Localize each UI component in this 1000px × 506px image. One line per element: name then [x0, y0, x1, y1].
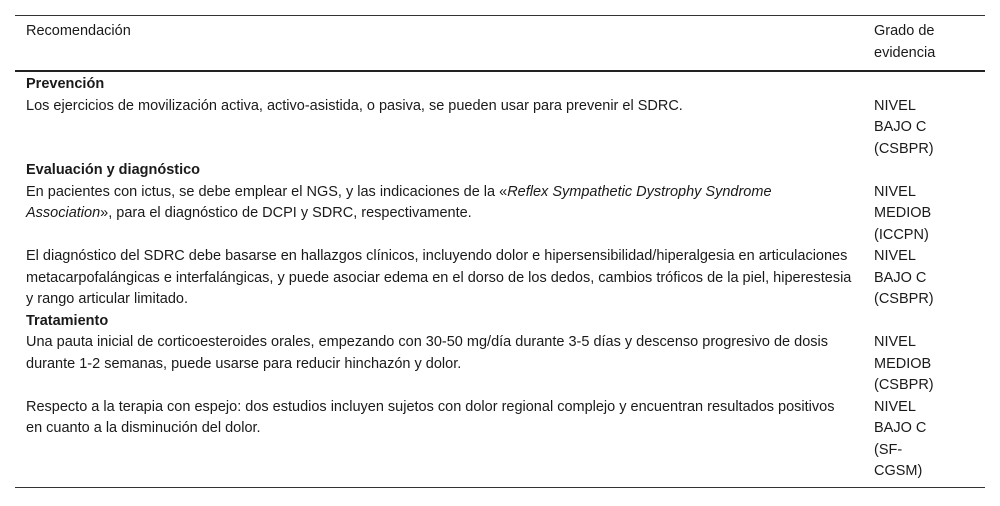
grade-line: BAJO C [874, 420, 927, 436]
grade-line: MEDIOB [874, 205, 932, 221]
section-title: Tratamiento [26, 312, 109, 329]
section-title: Evaluación y diagnóstico [26, 162, 201, 178]
text-segment: », para el diagnóstico de DCPI y SDRC, respectivamente. [100, 205, 472, 221]
table-row [15, 246, 985, 311]
text-segment: En pacientes con ictus, se debe emplear el NGS, y las indicaciones de la « [26, 183, 508, 200]
grade-line: NIVEL [874, 334, 916, 350]
recommendation-text [15, 182, 874, 247]
grade-line: (CSBPR) [874, 291, 934, 307]
grade-line: (CSBPR) [874, 377, 934, 393]
grade-line: (ICCPN) [874, 226, 929, 243]
evidence-grade [874, 96, 985, 161]
table-row [15, 332, 985, 397]
grade-line: BAJO C [874, 269, 927, 286]
recommendation-text: El diagnóstico del SDRC debe basarse en hallazgos clínicos, incluyendo dolor e hipersensibilidad/hiperalgesia en articulaciones metacarpofalángicas e interfalángicas, y puede asociar edema en el dorso de los dedos, cambios tróficos de la piel, hiperestesia y rango articular limitado. [26, 248, 852, 307]
header-recommendation: Recomendación [26, 23, 131, 39]
evidence-grade [874, 246, 985, 311]
table-header-row [15, 16, 985, 72]
grade-line: NIVEL [874, 183, 916, 200]
evidence-grade [874, 182, 985, 247]
section-row-evaluacion [15, 160, 985, 182]
grade-line: MEDIOB [874, 355, 932, 372]
grade-line: NIVEL [874, 398, 916, 415]
table-row [15, 96, 985, 161]
table-row [15, 397, 985, 488]
section-row-tratamiento [15, 311, 985, 333]
grade-line: (SF- [874, 441, 903, 458]
grade-line: (CSBPR) [874, 140, 934, 157]
section-title: Prevención [26, 76, 105, 92]
text-italic-segment: Reflex Sympathetic Dystrophy Syndrome Association [26, 183, 772, 221]
table-row [15, 182, 985, 247]
grade-line: BAJO C [874, 119, 927, 135]
header-grade: Grado de evidencia [874, 23, 936, 61]
evidence-grade [874, 397, 985, 488]
recommendation-text: Respecto a la terapia con espejo: dos estudios incluyen sujetos con dolor regional complejo y encuentran resultados positivos en cuanto a la disminución del dolor. [26, 398, 835, 436]
recommendation-text: Los ejercicios de movilización activa, activo-asistida, o pasiva, se pueden usar para prevenir el SDRC. [26, 97, 683, 114]
section-row-prevencion [15, 71, 985, 96]
grade-line: CGSM) [874, 463, 923, 479]
grade-line: NIVEL [874, 97, 916, 114]
grade-line: NIVEL [874, 248, 916, 264]
evidence-table [15, 15, 985, 488]
evidence-grade [874, 332, 985, 397]
recommendation-text: Una pauta inicial de corticoesteroides orales, empezando con 30-50 mg/día durante 3-5 días y descenso progresivo de dosis durante 1-2 semanas, puede usarse para reducir hinchazón y dolor. [26, 334, 829, 372]
